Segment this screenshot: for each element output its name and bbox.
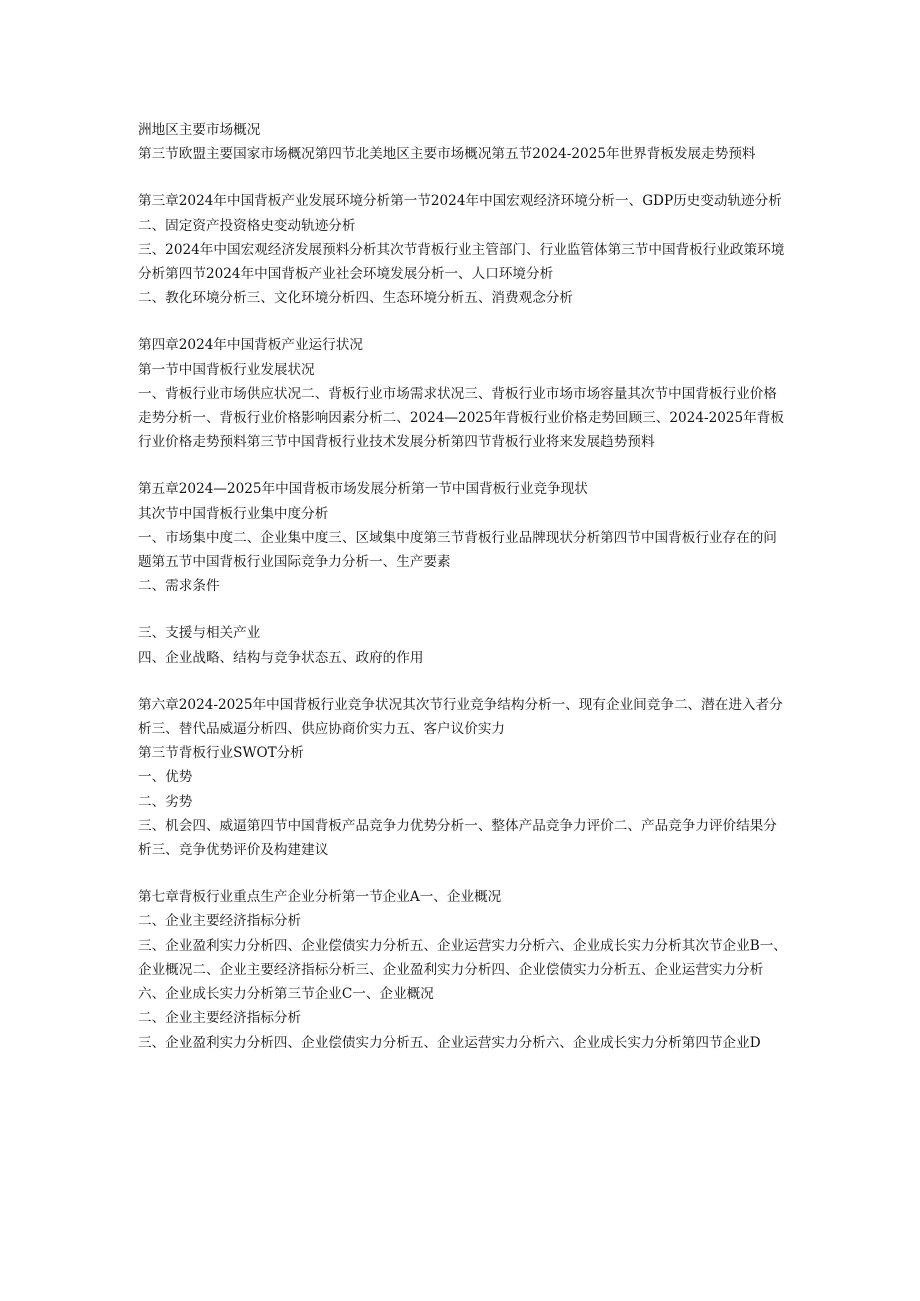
paragraph-4	[138, 477, 790, 598]
text-line: 第三章2024年中国背板产业发展环境分析第一节2024年中国宏观经济环境分析一、GDP历史变动轨迹分析	[138, 193, 782, 210]
text-line: 三、机会四、威逼第四节中国背板产品竞争力优势分析一、整体产品竞争力评价二、产品竞争力评价结果分析三、竞争优势评价及构建建议	[138, 817, 777, 859]
text-line: 第五章2024—2025年中国背板市场发展分析第一节中国背板行业竞争现状	[138, 481, 588, 498]
text-line: 第七章背板行业重点生产企业分析第一节企业A一、企业概况	[138, 889, 502, 906]
text-line: 一、背板行业市场供应状况二、背板行业市场需求状况三、背板行业市场市场容量其次节中国背板行业价格走势分析一、背板行业价格影响因素分析二、2024—2025年背板行业价格走势回顾三、2024-2025年背板行业价格走势预料第三节中国背板行业技术发展分析第四节背板行业将来发展趋势预料	[138, 385, 784, 451]
text-line: 二、教化环境分析三、文化环境分析四、生态环境分析五、消费观念分析	[138, 290, 573, 307]
paragraph-2	[138, 189, 790, 310]
text-line: 三、2024年中国宏观经济发展预料分析其次节背板行业主管部门、行业监管体第三节中国背板行业政策环境分析第四节2024年中国背板产业社会环境发展分析一、人口环境分析	[138, 241, 785, 283]
paragraph-3	[138, 333, 790, 454]
text-line: 二、需求条件	[138, 578, 220, 595]
text-line: 洲地区主要市场概况	[138, 122, 261, 138]
text-line: 一、优势	[138, 769, 193, 786]
paragraph-6	[138, 693, 790, 862]
text-line: 四、企业战略、结构与竞争状态五、政府的作用	[138, 649, 424, 666]
text-line: 第一节中国背板行业发展状况	[138, 361, 315, 378]
paragraph-5	[138, 621, 790, 669]
text-line: 一、市场集中度二、企业集中度三、区域集中度第三节背板行业品牌现状分析第四节中国背板行业存在的问题第五节中国背板行业国际竞争力分析一、生产要素	[138, 529, 777, 571]
text-line: 其次节中国背板行业集中度分析	[138, 505, 329, 522]
text-line: 三、企业盈利实力分析四、企业偿债实力分析五、企业运营实力分析六、企业成长实力分析其次节企业B一、企业概况二、企业主要经济指标分析三、企业盈利实力分析四、企业偿债实力分析五、企业运营实力分析六、企业成长实力分析第三节企业C一、企业概况	[138, 937, 787, 1003]
text-line: 三、企业盈利实力分析四、企业偿债实力分析五、企业运营实力分析六、企业成长实力分析第四节企业D	[138, 1034, 761, 1051]
text-line: 第四章2024年中国背板产业运行状况	[138, 337, 363, 354]
paragraph-7	[138, 885, 790, 1054]
text-line: 二、企业主要经济指标分析	[138, 1010, 302, 1027]
text-line: 二、固定资产投资格史变动轨迹分析	[138, 217, 356, 234]
text-line: 二、劣势	[138, 793, 193, 810]
paragraph-1	[138, 118, 790, 166]
text-line: 第三节背板行业SWOT分析	[138, 745, 304, 762]
text-line: 第六章2024-2025年中国背板行业竞争状况其次节行业竞争结构分析一、现有企业间竞争二、潜在进入者分析三、替代品威逼分析四、供应协商价实力五、客户议价实力	[138, 696, 783, 738]
text-line: 第三节欧盟主要国家市场概况第四节北美地区主要市场概况第五节2024-2025年世界背板发展走势预料	[138, 146, 756, 163]
document-body	[138, 118, 790, 1078]
text-line: 二、企业主要经济指标分析	[138, 913, 302, 930]
text-line: 三、支援与相关产业	[138, 625, 261, 642]
